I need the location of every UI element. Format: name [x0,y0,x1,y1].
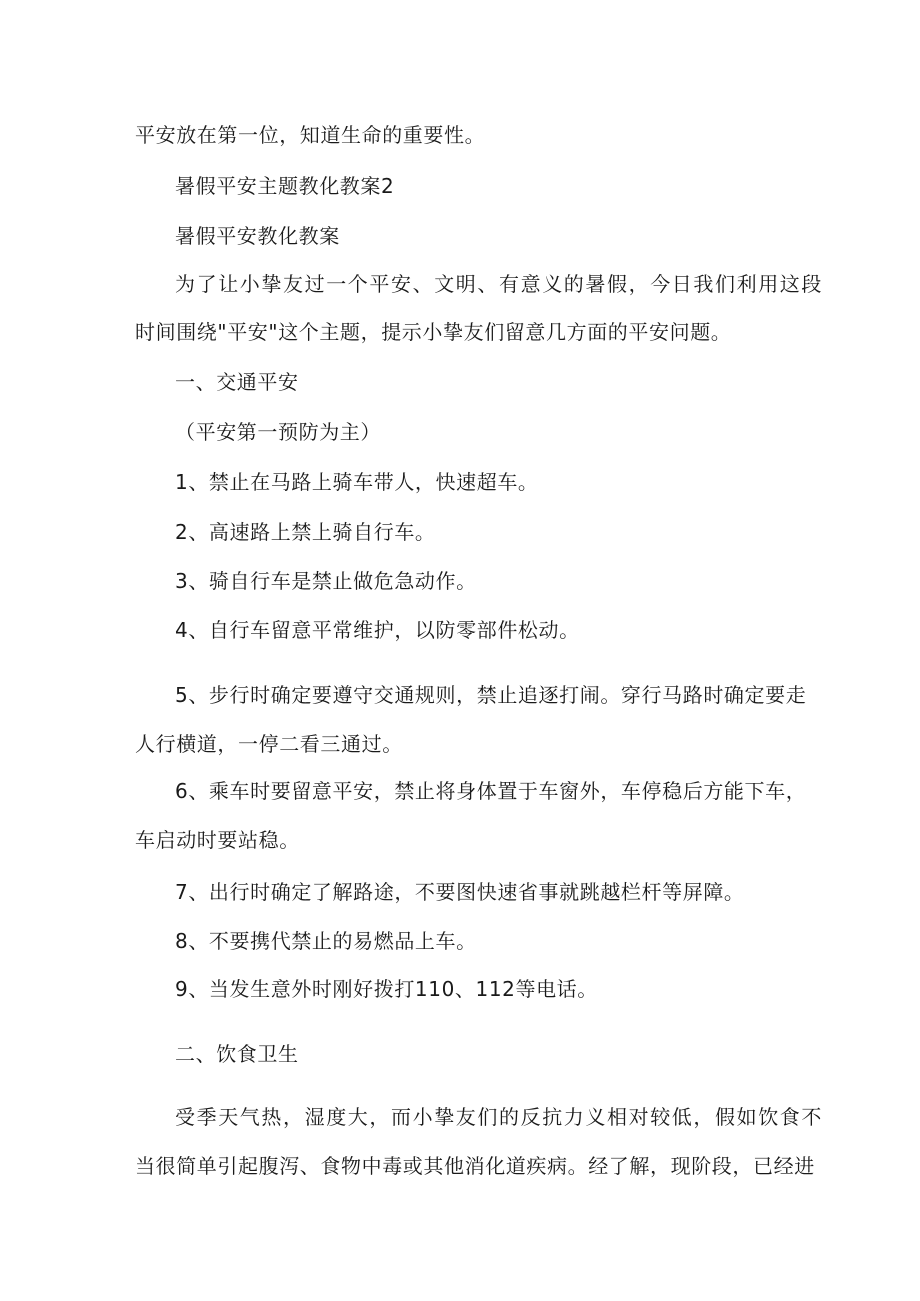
paragraph-line: 人行横道，一停二看三通过。 [135,732,403,756]
list-item: 1、禁止在马路上骑车带人，快速超车。 [175,470,539,494]
list-item: 9、当发生意外时刚好拨打110、112等电话。 [175,977,598,1001]
list-item: 7、出行时确定了解路途，不要图快速省事就跳越栏杆等屏障。 [175,880,745,904]
list-item: 8、不要携代禁止的易燃品上车。 [175,929,477,953]
list-item: 3、骑自行车是禁止做危急动作。 [175,569,477,593]
list-item: 6、乘车时要留意平安，禁止将身体置于车窗外，车停稳后方能下车， [175,779,807,803]
list-item: 5、步行时确定要遵守交通规则，禁止追逐打闹。穿行马路时确定要走 [175,683,807,707]
document-title: 暑假平安教化教案 [175,224,340,248]
list-item: 2、高速路上禁上骑自行车。 [175,520,436,544]
paragraph-line: （平安第一预防为主） [175,420,381,444]
section-heading: 一、交通平安 [175,370,299,394]
paragraph-line: 平安放在第一位，知道生命的重要性。 [135,123,486,147]
list-item: 4、自行车留意平常维护，以防零部件松动。 [175,618,580,642]
section-heading: 二、饮食卫生 [175,1042,299,1066]
paragraph-line: 当很简单引起腹泻、食物中毒或其他消化道疾病。经了解，现阶段，已经进 [135,1154,815,1178]
section-title: 暑假平安主题教化教案2 [175,174,395,198]
paragraph-line: 时间围绕"平安"这个主题，提示小挚友们留意几方面的平安问题。 [135,320,732,344]
paragraph-line: 车启动时要站稳。 [135,828,300,852]
paragraph-line: 受季天气热，湿度大，而小挚友们的反抗力义相对较低，假如饮食不 [175,1105,823,1129]
paragraph-line: 为了让小挚友过一个平安、文明、有意义的暑假，今日我们利用这段 [175,272,823,296]
